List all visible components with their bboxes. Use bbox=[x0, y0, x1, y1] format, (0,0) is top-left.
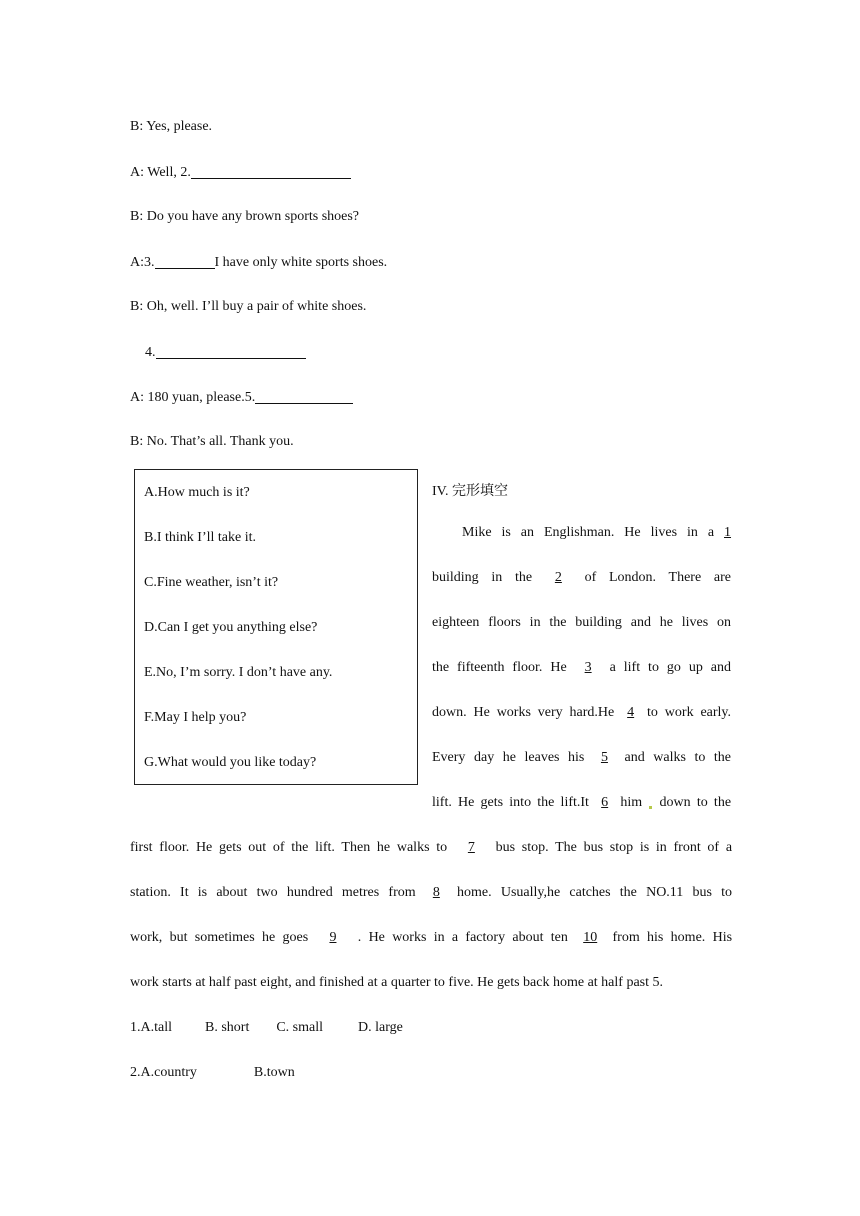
passage-line-1 bbox=[462, 525, 731, 541]
choice-1a: 1.A.tall bbox=[130, 1020, 172, 1035]
passage-line-10 bbox=[130, 930, 732, 946]
option-b: B.I think I’ll take it. bbox=[144, 530, 256, 545]
dialogue-line-7 bbox=[130, 389, 353, 406]
passage-text-10b: . He works in a factory about ten bbox=[357, 930, 568, 945]
option-e: E.No, I’m sorry. I don’t have any. bbox=[144, 665, 333, 680]
passage-line-11: work starts at half past eight, and finished at a quarter to five. He gets back home at half past 5. bbox=[130, 975, 663, 990]
cloze-blank-8: 8 bbox=[432, 885, 440, 900]
passage-line-6 bbox=[432, 750, 731, 766]
passage-text-9a: station. It is about two hundred metres from bbox=[130, 885, 416, 900]
passage-text-10a: work, but sometimes he goes bbox=[130, 930, 309, 945]
choice-1b: B. short bbox=[205, 1020, 250, 1035]
dialogue-line-8: B: No. That’s all. Thank you. bbox=[130, 434, 294, 449]
option-c: C.Fine weather, isn’t it? bbox=[144, 575, 279, 590]
passage-text-1: Mike is an Englishman. He lives in a bbox=[462, 525, 715, 540]
passage-text-4b: a lift to go up and bbox=[609, 660, 732, 675]
question-2-choices bbox=[130, 1065, 295, 1081]
options-box bbox=[134, 469, 418, 785]
passage-line-5 bbox=[432, 705, 731, 721]
passage-line-7 bbox=[432, 795, 731, 811]
passage-text-10c: from his home. His bbox=[612, 930, 733, 945]
section-heading: IV. 完形填空 bbox=[432, 484, 508, 499]
dialogue-line-6 bbox=[145, 344, 306, 361]
passage-text-6b: and walks to the bbox=[624, 750, 732, 765]
passage-text-4a: the fifteenth floor. He bbox=[432, 660, 567, 675]
cloze-blank-2: 2 bbox=[554, 570, 562, 585]
passage-line-3: eighteen floors in the building and he lives on bbox=[432, 615, 731, 630]
passage-text-7b: him bbox=[620, 795, 643, 810]
cloze-blank-7: 7 bbox=[467, 840, 475, 855]
cloze-blank-1: 1 bbox=[724, 525, 732, 540]
passage-text-8b: Then he walks to bbox=[341, 840, 448, 855]
option-g: G.What would you like today? bbox=[144, 755, 317, 770]
answer-blank-4[interactable] bbox=[156, 344, 306, 359]
passage-line-8 bbox=[130, 840, 732, 856]
choice-1d: D. large bbox=[358, 1020, 403, 1035]
passage-text-8a: first floor. He gets out of the lift. bbox=[130, 840, 335, 855]
passage-text-8c: bus stop. The bus stop is in front of a bbox=[495, 840, 733, 855]
passage-text-2a: building in the bbox=[432, 570, 533, 585]
dialogue-line-4 bbox=[130, 254, 387, 271]
passage-text-7a: lift. He gets into the lift.It bbox=[432, 795, 589, 810]
dialogue-line-4-prefix: A:3. bbox=[130, 255, 155, 270]
passage-line-4 bbox=[432, 660, 731, 676]
cloze-blank-6: 6 bbox=[601, 795, 609, 810]
choice-2b: B.town bbox=[253, 1065, 295, 1080]
option-f: F.May I help you? bbox=[144, 710, 247, 725]
question-1-choices bbox=[130, 1020, 403, 1036]
cloze-blank-3: 3 bbox=[584, 660, 592, 675]
mark-dot bbox=[649, 806, 652, 809]
dialogue-line-1: B: Yes, please. bbox=[130, 119, 213, 134]
option-d: D.Can I get you anything else? bbox=[144, 620, 318, 635]
passage-text-5a: down. He works very hard.He bbox=[432, 705, 615, 720]
answer-blank-3[interactable] bbox=[155, 254, 215, 269]
passage-line-9 bbox=[130, 885, 732, 901]
dialogue-line-3: B: Do you have any brown sports shoes? bbox=[130, 209, 360, 224]
option-a: A.How much is it? bbox=[144, 485, 250, 500]
answer-blank-5[interactable] bbox=[255, 389, 353, 404]
cloze-blank-5: 5 bbox=[600, 750, 608, 765]
dialogue-line-2 bbox=[130, 164, 351, 181]
choice-2a: 2.A.country bbox=[130, 1065, 197, 1080]
dialogue-line-7-prefix: A: 180 yuan, please.5. bbox=[130, 390, 256, 405]
passage-text-7c: down to the bbox=[659, 795, 732, 810]
passage-text-6a: Every day he leaves his bbox=[432, 750, 585, 765]
cloze-blank-10: 10 bbox=[583, 930, 598, 945]
choice-1c: C. small bbox=[276, 1020, 324, 1035]
dialogue-line-4-suffix: I have only white sports shoes. bbox=[214, 255, 388, 270]
dialogue-line-6-prefix: 4. bbox=[145, 345, 156, 360]
passage-line-2 bbox=[432, 570, 731, 586]
passage-text-2b: of London. There are bbox=[584, 570, 731, 585]
dialogue-line-5: B: Oh, well. I’ll buy a pair of white shoes. bbox=[130, 299, 367, 314]
dialogue-line-2-text: A: Well, 2. bbox=[130, 165, 191, 180]
passage-text-5b: to work early. bbox=[647, 705, 732, 720]
cloze-blank-4: 4 bbox=[627, 705, 635, 720]
answer-blank-2[interactable] bbox=[191, 164, 351, 179]
passage-text-9b: home. Usually,he catches the NO.11 bus to bbox=[457, 885, 733, 900]
cloze-blank-9: 9 bbox=[329, 930, 337, 945]
